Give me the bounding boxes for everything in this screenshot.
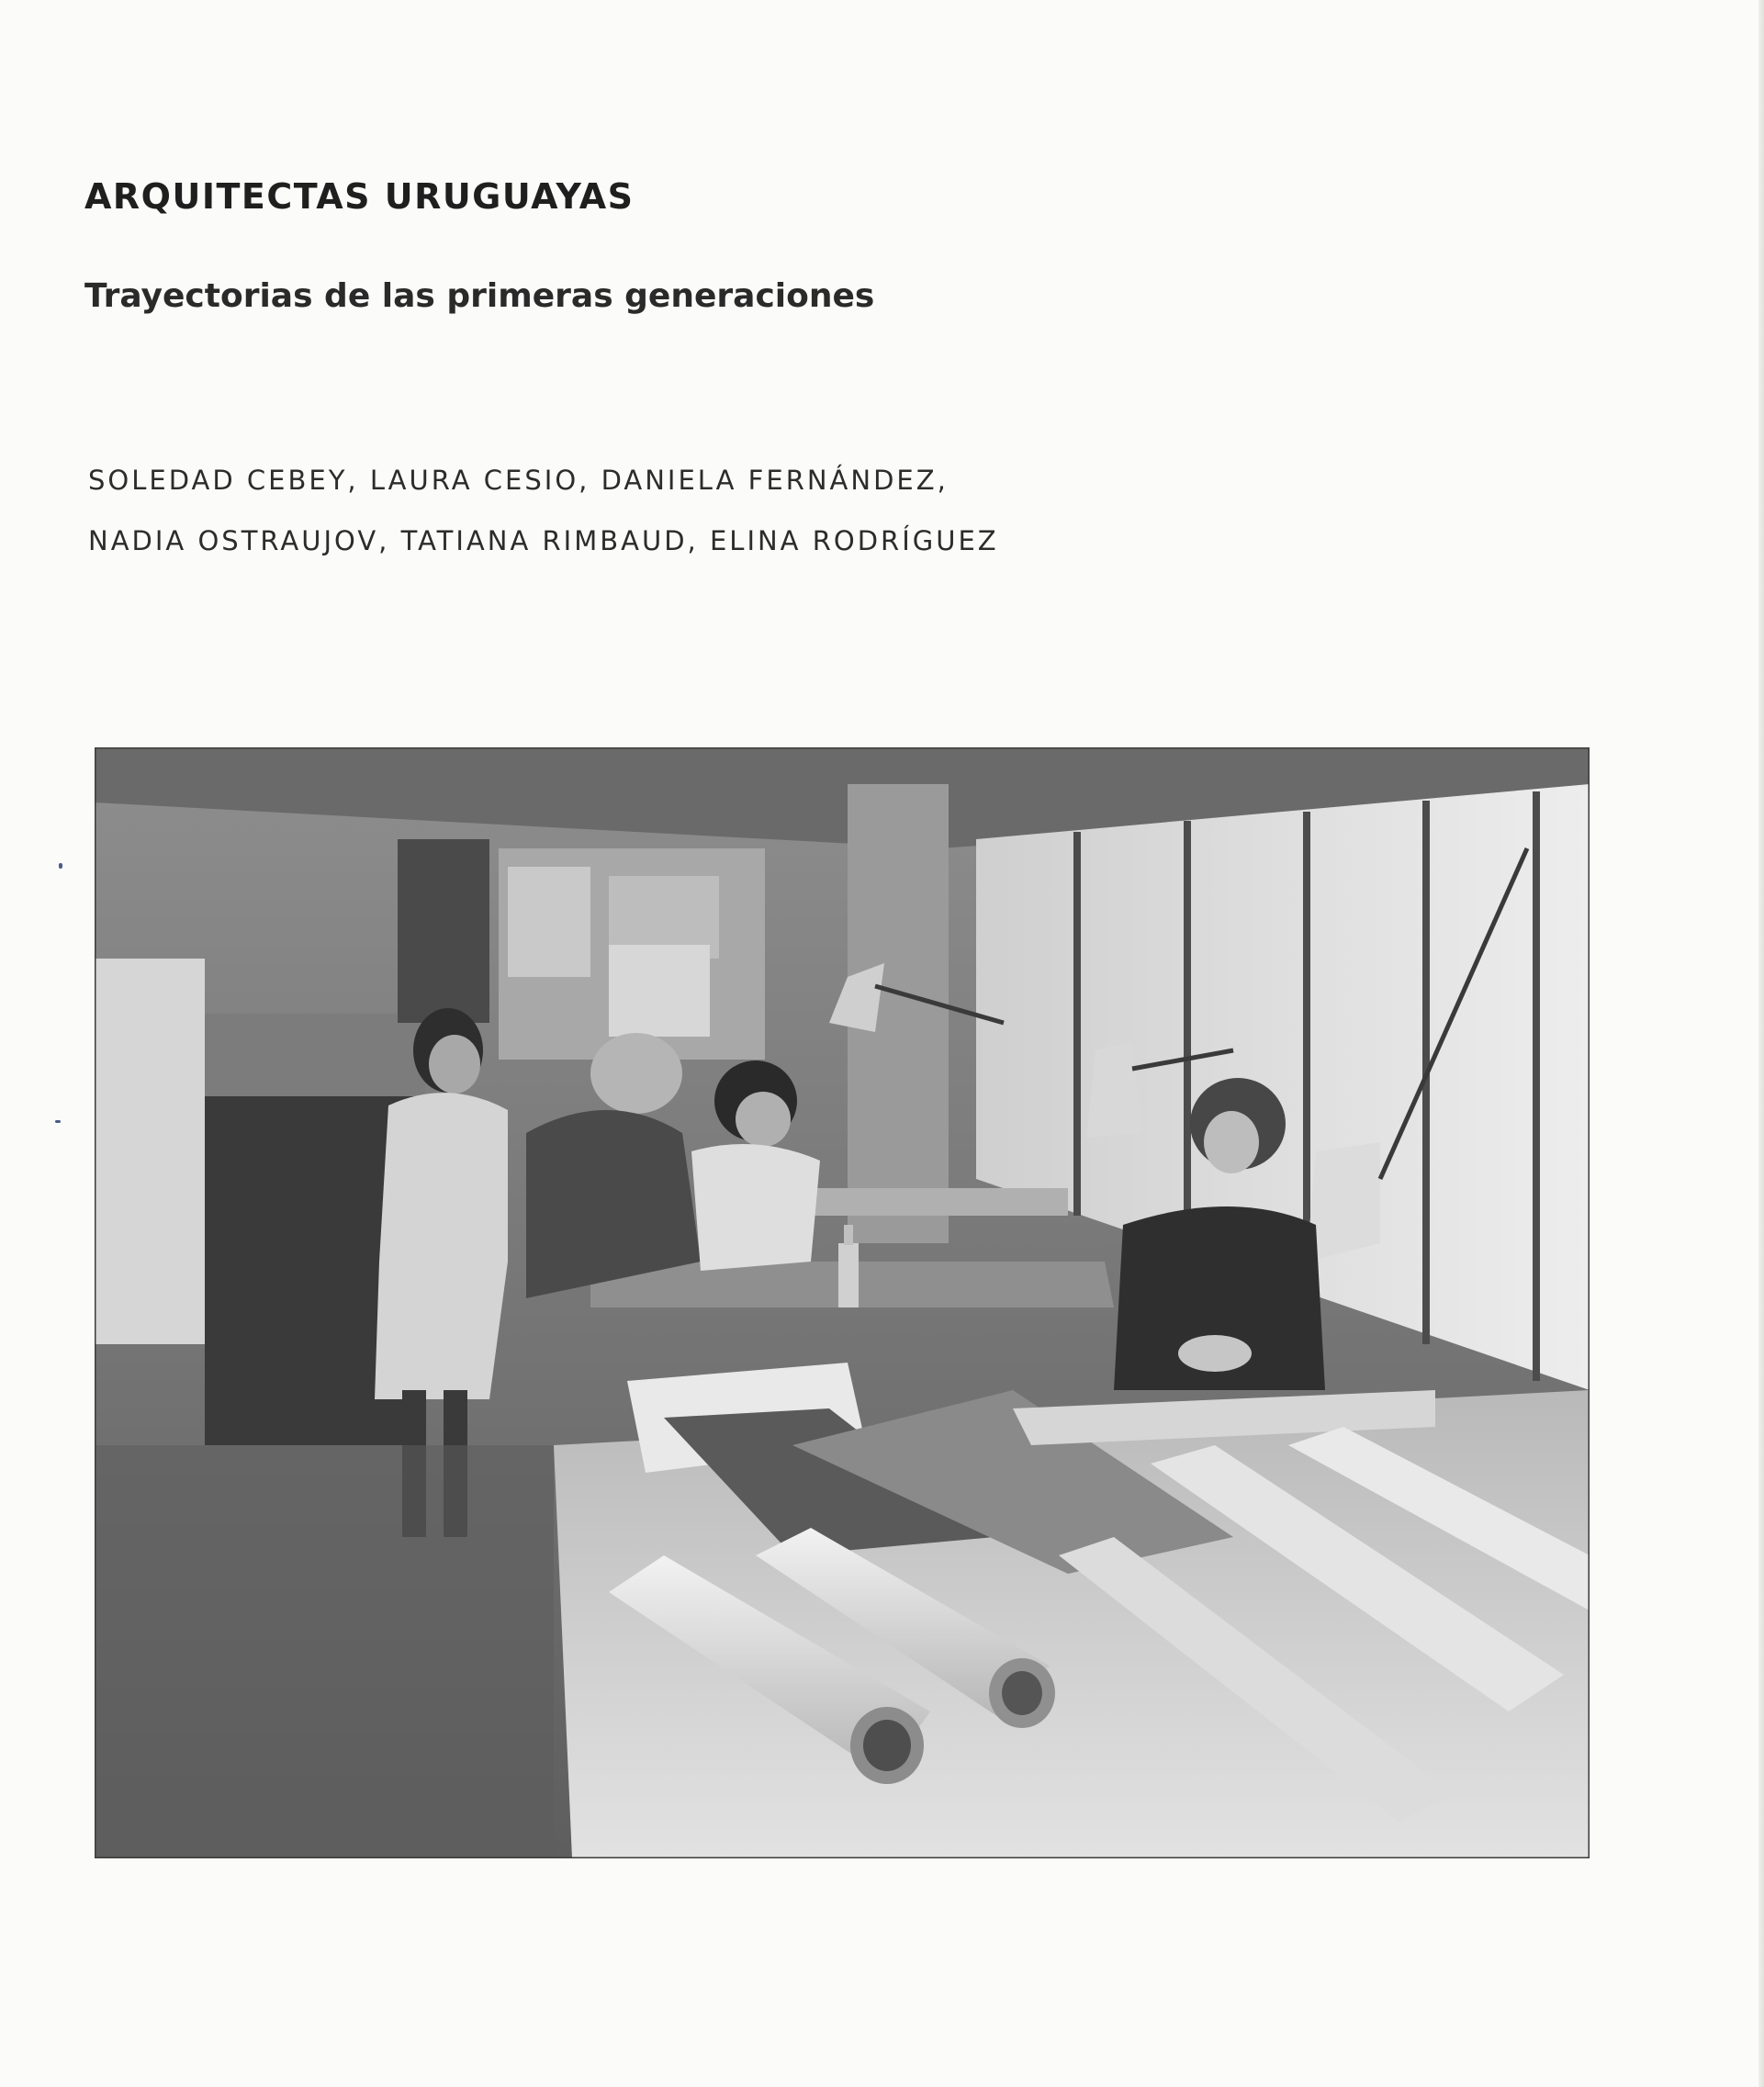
print-speck — [55, 1120, 61, 1123]
book-subtitle: Trayectorias de las primeras generaciones — [84, 277, 875, 315]
author-line: NADIA OSTRAUJOV, TATIANA RIMBAUD, ELINA RODRÍGUEZ — [88, 525, 999, 556]
book-title: ARQUITECTAS URUGUAYAS — [84, 176, 635, 217]
cover-photo — [95, 747, 1590, 1858]
print-speck — [59, 863, 62, 869]
author-line: SOLEDAD CEBEY, LAURA CESIO, DANIELA FERNÁNDEZ, — [88, 465, 949, 496]
page-edge — [1758, 0, 1764, 2087]
author-list — [88, 450, 999, 571]
